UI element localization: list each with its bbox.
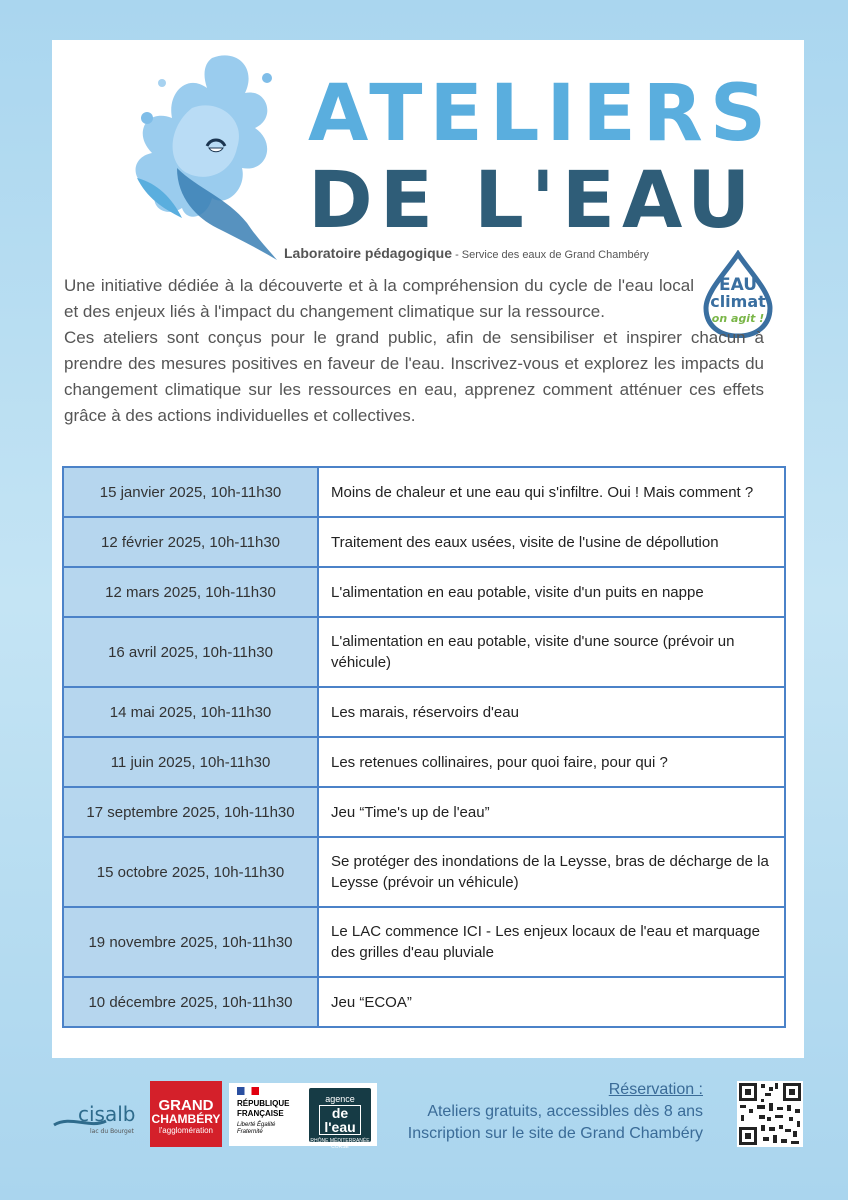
session-topic: Le LAC commence ICI - Les enjeux locaux de l'eau et marquage des grilles d'eau pluviale xyxy=(318,907,785,977)
partner-logos-box xyxy=(229,1083,377,1150)
session-topic: Les marais, réservoirs d'eau xyxy=(318,687,785,737)
session-topic: Traitement des eaux usées, visite de l'usine de dépollution xyxy=(318,517,785,567)
agence-line-3: RHÔNE MÉDITERRANÉE CORSE xyxy=(310,1138,370,1150)
subtitle xyxy=(284,245,649,261)
session-date: 12 mars 2025, 10h-11h30 xyxy=(63,567,318,617)
intro-paragraph-2: Ces ateliers sont conçus pour le grand public, afin de sensibiliser et inspirer chacun à prendre des mesures positives en faveur de l'eau. Inscrivez-vous et explorez les impacts du changement climatique sur les ressources en eau, apprenez comment atténuer ces effets grâce à des actions individuelles et collectives. xyxy=(64,328,764,425)
session-date: 14 mai 2025, 10h-11h30 xyxy=(63,687,318,737)
water-splash-illustration xyxy=(117,48,292,263)
session-topic: L'alimentation en eau potable, visite d'un puits en nappe xyxy=(318,567,785,617)
session-topic: Les retenues collinaires, pour quoi faire, pour qui ? xyxy=(318,737,785,787)
table-row xyxy=(63,737,785,787)
badge-eau: EAU xyxy=(718,275,758,295)
cisalb-wordmark: cisalb xyxy=(78,1102,136,1126)
session-date: 19 novembre 2025, 10h-11h30 xyxy=(63,907,318,977)
intro-text xyxy=(64,273,764,429)
title-line-1: ATELIERS xyxy=(308,69,774,159)
table-row xyxy=(63,567,785,617)
republique-francaise-logo xyxy=(237,1087,301,1136)
french-flag-icon xyxy=(237,1087,259,1095)
reservation-line-2: Inscription sur le site de Grand Chambéry xyxy=(407,1125,703,1142)
table-row xyxy=(63,467,785,517)
agence-line-1: agence xyxy=(325,1094,355,1104)
table-row xyxy=(63,687,785,737)
intro-paragraph-1: Une initiative dédiée à la découverte et à la compréhension du cycle de l'eau local et des enjeux liés à l'impact du changement climatique sur la ressource. xyxy=(64,276,694,321)
table-row xyxy=(63,517,785,567)
session-date: 17 septembre 2025, 10h-11h30 xyxy=(63,787,318,837)
session-date: 10 décembre 2025, 10h-11h30 xyxy=(63,977,318,1027)
reservation-info xyxy=(408,1079,703,1145)
session-topic: Moins de chaleur et une eau qui s'infiltre. Oui ! Mais comment ? xyxy=(318,467,785,517)
session-topic: L'alimentation en eau potable, visite d'une source (prévoir un véhicule) xyxy=(318,617,785,687)
session-date: 11 juin 2025, 10h-11h30 xyxy=(63,737,318,787)
table-row xyxy=(63,617,785,687)
table-row xyxy=(63,977,785,1027)
table-row xyxy=(63,837,785,907)
title-line-2 xyxy=(308,156,758,246)
badge-climat: climat xyxy=(710,292,766,311)
grand-chambery-line-3: l'agglomération xyxy=(158,1126,213,1135)
subtitle-lab: Laboratoire pédagogique xyxy=(284,245,453,261)
session-date: 15 janvier 2025, 10h-11h30 xyxy=(63,467,318,517)
reservation-title: Réservation : xyxy=(608,1081,703,1098)
session-topic: Jeu “Time's up de l'eau” xyxy=(318,787,785,837)
session-topic: Se protéger des inondations de la Leysse, bras de décharge de la Leysse (prévoir un véhicule) xyxy=(318,837,785,907)
agence-de-l-eau-logo xyxy=(309,1088,371,1150)
grand-chambery-logo xyxy=(150,1081,222,1147)
grand-chambery-line-2: CHAMBÉRY xyxy=(151,1112,221,1126)
agence-line-2: de l'eau xyxy=(319,1105,361,1135)
title-line-2-text: DE L'EAU xyxy=(308,156,758,246)
grand-chambery-line-1: GRAND xyxy=(158,1097,214,1114)
cisalb-subtitle: lac du Bourget xyxy=(90,1128,134,1135)
republique-motto: Liberté Égalité Fraternité xyxy=(237,1122,276,1135)
subtitle-service: - Service des eaux de Grand Chambéry xyxy=(452,249,649,261)
cisalb-logo xyxy=(50,1081,148,1147)
session-date: 15 octobre 2025, 10h-11h30 xyxy=(63,837,318,907)
table-row xyxy=(63,907,785,977)
qr-code[interactable] xyxy=(737,1081,803,1147)
poster-card xyxy=(52,40,804,1058)
session-date: 12 février 2025, 10h-11h30 xyxy=(63,517,318,567)
session-topic: Jeu “ECOA” xyxy=(318,977,785,1027)
session-date: 16 avril 2025, 10h-11h30 xyxy=(63,617,318,687)
republique-line-2: FRANÇAISE xyxy=(237,1109,284,1118)
table-row xyxy=(63,787,785,837)
badge-on-agit: on agit ! xyxy=(711,312,765,325)
reservation-line-1: Ateliers gratuits, accessibles dès 8 ans xyxy=(427,1103,703,1120)
republique-line-1: RÉPUBLIQUE xyxy=(237,1099,290,1108)
schedule-table xyxy=(62,466,786,1028)
